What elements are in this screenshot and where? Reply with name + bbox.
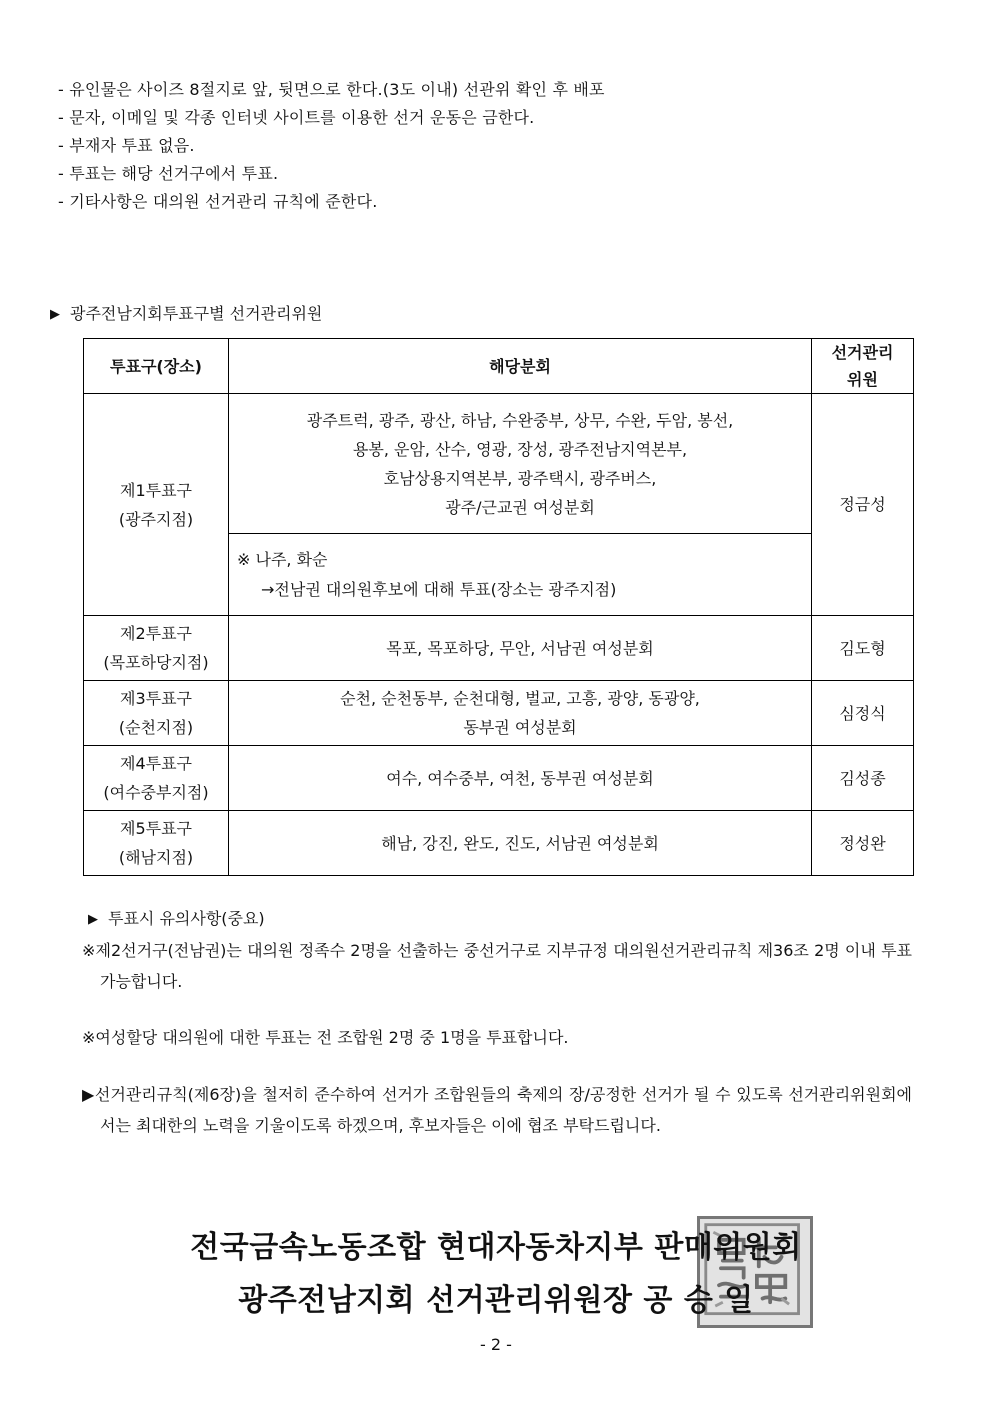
section-heading [50, 302, 322, 328]
rule-item: - 유인물은 사이즈 8절지로 앞, 뒷면으로 한다.(3도 이내) 선관위 확인 후 배포 [58, 80, 605, 99]
page-number: - 2 - [480, 1335, 512, 1354]
district-cell: 제4투표구 (여수중부지점) [84, 746, 229, 811]
table-row [84, 616, 914, 681]
note-cell [229, 534, 812, 616]
branches-cell: 광주트럭, 광주, 광산, 하남, 수완중부, 상무, 수완, 두암, 봉선, 용봉, 운암, 산수, 영광, 장성, 광주전남지역본부, 호남상용지역본부, 광주택시, 광주버스, 광주/근교권 여성분회 [229, 394, 812, 534]
branches-cell: 순천, 순천동부, 순천대형, 벌교, 고흥, 광양, 동광양, 동부권 여성분회 [229, 681, 812, 746]
triangle-bullet-icon: ▶ [88, 912, 98, 927]
notice-paragraph: ※제2선거구(전남권)는 대의원 정족수 2명을 선출하는 중선거구로 지부규정 대의원선거관리규칙 제36조 2명 이내 투표가능합니다. [82, 941, 912, 991]
header-district: 투표구(장소) [84, 339, 229, 394]
rule-item: - 투표는 해당 선거구에서 투표. [58, 164, 279, 183]
section-title-text: 광주전남지회투표구별 선거관리위원 [70, 304, 323, 323]
member-cell: 김성종 [812, 746, 914, 811]
rule-item: - 기타사항은 대의원 선거관리 규칙에 준한다. [58, 192, 378, 211]
table-row [84, 394, 914, 534]
member-cell: 심정식 [812, 681, 914, 746]
signature-organization: 전국금속노동조합 현대자동차지부 판매위원회 [190, 1230, 802, 1265]
notice-paragraph: ▶선거관리규칙(제6장)을 철저히 준수하여 선거가 조합원들의 축제의 장/공정한 선거가 될 수 있도록 선거관리위원회에서는 최대한의 노력을 기울이도록 하겠으며, 후보자들은 이에 협조 부탁드립니다. [82, 1085, 912, 1135]
member-cell: 정금성 [812, 394, 914, 616]
member-cell: 정성완 [812, 811, 914, 876]
branches-cell: 여수, 여수중부, 여천, 동부권 여성분회 [229, 746, 812, 811]
header-branches: 해당분회 [229, 339, 812, 394]
table-row [84, 746, 914, 811]
member-cell: 김도형 [812, 616, 914, 681]
table-row [84, 811, 914, 876]
header-member [812, 339, 914, 394]
branches-cell: 해남, 강진, 완도, 진도, 서남권 여성분회 [229, 811, 812, 876]
note-line: ※ 나주, 화순 [237, 549, 328, 569]
rule-item: - 부재자 투표 없음. [58, 136, 195, 155]
notice-heading [88, 907, 265, 933]
header-member-text: 선거관리 위원 [831, 343, 894, 389]
signature-chair: 광주전남지회 선거관리위원장 공 승 일 [238, 1283, 754, 1318]
triangle-bullet-icon: ▶ [50, 307, 60, 322]
election-committee-table [83, 338, 914, 876]
note-line: →전남권 대의원후보에 대해 투표(장소는 광주지점) [261, 579, 617, 599]
district-cell: 제5투표구 (해남지점) [84, 811, 229, 876]
district-cell: 제1투표구 (광주지점) [84, 394, 229, 616]
notice-title-text: 투표시 유의사항(중요) [108, 909, 265, 928]
notice-paragraph: ※여성할당 대의원에 대한 투표는 전 조합원 2명 중 1명을 투표합니다. [82, 1028, 569, 1047]
table-row [84, 681, 914, 746]
branches-cell: 목포, 목포하당, 무안, 서남권 여성분회 [229, 616, 812, 681]
district-cell: 제3투표구 (순천지점) [84, 681, 229, 746]
district-cell: 제2투표구 (목포하당지점) [84, 616, 229, 681]
rules-list [58, 76, 605, 216]
table-header-row [84, 339, 914, 394]
rule-item: - 문자, 이메일 및 각종 인터넷 사이트를 이용한 선거 운동은 금한다. [58, 108, 535, 127]
